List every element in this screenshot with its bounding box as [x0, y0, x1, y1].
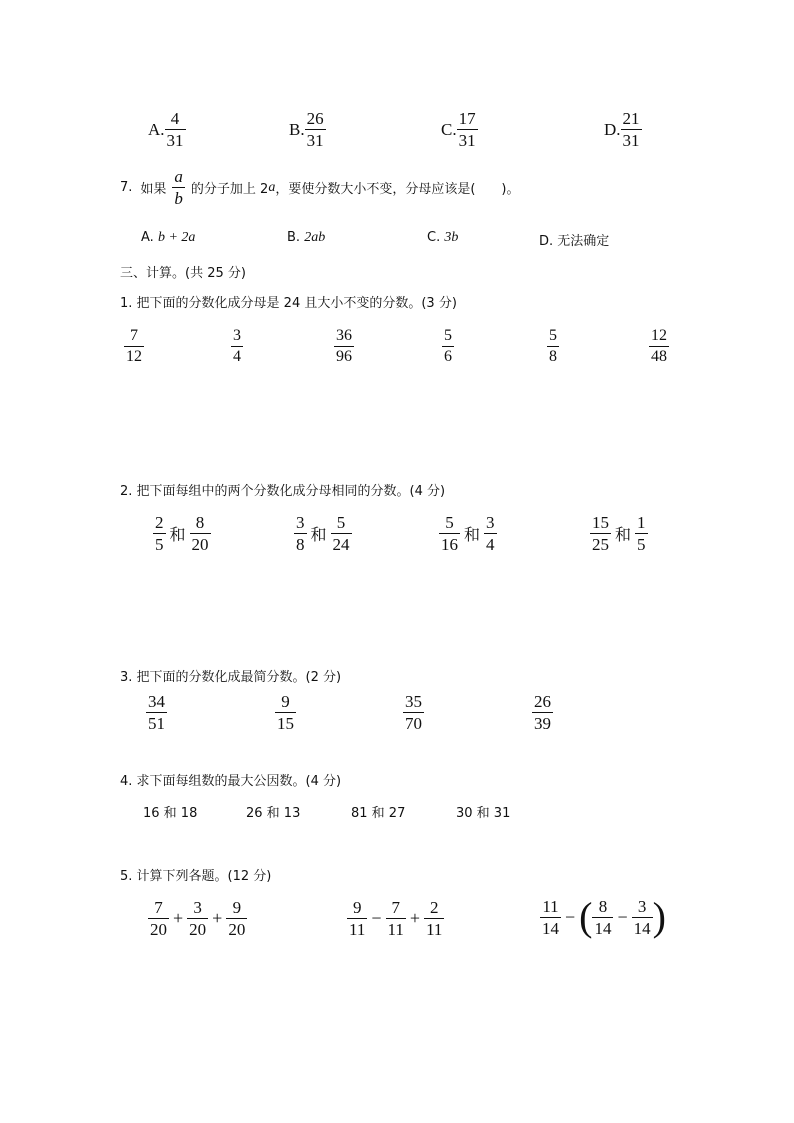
- option-label: A.: [148, 119, 165, 139]
- fraction: [305, 110, 326, 149]
- problem-2-title: 2. 把下面每组中的两个分数化成分母相同的分数。(4 分): [120, 484, 446, 499]
- numerator: 9: [352, 898, 362, 917]
- problem-1-title: 1. 把下面的分数化成分母是 24 且大小不变的分数。(3 分): [120, 296, 457, 311]
- fraction: [187, 899, 208, 938]
- denominator: 5: [637, 535, 646, 554]
- fraction-bar: [347, 918, 367, 919]
- fraction: [457, 110, 478, 149]
- connector-he: 和: [615, 525, 632, 544]
- option-label: D.: [604, 119, 621, 139]
- q7-prefix: 如果: [140, 182, 167, 197]
- numerator: 7: [154, 898, 163, 917]
- section-title: 三、计算。(共 25 分): [120, 266, 246, 281]
- denominator: 96: [336, 348, 352, 365]
- fraction: [621, 110, 642, 149]
- option-label: A.: [141, 230, 154, 245]
- denominator: 14: [633, 918, 651, 938]
- q7-middle: 的分子加上 2: [190, 182, 269, 197]
- gcd-item: 26 和 13: [246, 806, 301, 821]
- fraction: [226, 899, 247, 938]
- fraction: [484, 514, 497, 553]
- fraction-bar: [532, 712, 553, 713]
- gcd-item: 16 和 18: [143, 806, 198, 821]
- denominator: 5: [155, 535, 164, 554]
- fraction: [635, 514, 648, 553]
- fraction-bar: [334, 346, 354, 347]
- denominator: 31: [458, 131, 476, 150]
- q7-option-c: [427, 230, 458, 246]
- fraction-bar: [294, 533, 307, 534]
- option-text: 无法确定: [557, 234, 610, 249]
- minus-operator: −: [371, 908, 382, 928]
- numerator: 36: [336, 327, 352, 344]
- denominator: 51: [148, 714, 165, 733]
- fraction-bar: [187, 918, 208, 919]
- q7-option-b: [287, 230, 325, 246]
- numerator: 5: [444, 327, 452, 344]
- fraction-bar: [590, 533, 611, 534]
- denominator: 70: [405, 714, 422, 733]
- numerator: 26: [306, 109, 324, 128]
- fraction-bar: [424, 918, 444, 919]
- numerator: 35: [405, 692, 422, 711]
- denominator: 12: [126, 348, 142, 365]
- option-text: b + 2a: [157, 230, 196, 245]
- numerator: 3: [233, 327, 241, 344]
- q6-option-c: [441, 110, 478, 149]
- fraction: [347, 899, 367, 938]
- problem-5-title: 5. 计算下列各题。(12 分): [120, 869, 272, 884]
- denominator: 16: [441, 535, 458, 554]
- q6-option-d: [604, 110, 642, 149]
- fraction-bar: [275, 712, 296, 713]
- fraction-bar: [592, 917, 613, 918]
- connector-he: 和: [464, 525, 481, 544]
- numerator: 12: [651, 327, 667, 344]
- fraction: [632, 898, 653, 937]
- minus-operator: −: [617, 906, 628, 927]
- fraction-bar: [124, 346, 144, 347]
- gcd-item: 81 和 27: [351, 806, 406, 821]
- fraction: [590, 514, 611, 553]
- q7-var-a: a: [268, 179, 276, 195]
- numerator: 5: [445, 513, 454, 532]
- denominator: 11: [387, 920, 404, 939]
- denominator: 31: [166, 131, 184, 150]
- fraction-bar: [632, 917, 653, 918]
- denominator: 14: [594, 918, 612, 938]
- denominator: 39: [534, 714, 551, 733]
- numerator: 3: [486, 513, 495, 532]
- denominator: 6: [444, 348, 452, 365]
- q7-suffix: ，要使分数大小不变，分母应该是( )。: [275, 182, 520, 197]
- fraction-pair: [439, 514, 497, 553]
- numerator: 26: [534, 692, 551, 711]
- fraction-bar: [226, 918, 247, 919]
- denominator: 48: [651, 348, 667, 365]
- fraction: [592, 898, 613, 937]
- q6-option-b: [289, 110, 326, 149]
- fraction: [532, 693, 553, 732]
- fraction: [442, 328, 454, 365]
- gcd-item: 30 和 31: [456, 806, 511, 821]
- expression-3: [540, 894, 666, 939]
- numerator: 2: [430, 898, 439, 917]
- fraction: [386, 899, 406, 938]
- fraction-bar: [190, 533, 211, 534]
- fraction-bar: [442, 346, 454, 347]
- denominator: 24: [332, 535, 350, 554]
- numerator: 5: [549, 327, 557, 344]
- problem-3-title: 3. 把下面的分数化成最简分数。(2 分): [120, 670, 342, 685]
- fraction: [334, 328, 354, 365]
- numerator: 4: [170, 109, 180, 128]
- fraction-pair: [153, 514, 211, 553]
- fraction-bar: [547, 346, 559, 347]
- denominator: 25: [592, 535, 609, 554]
- numerator: 5: [336, 513, 346, 532]
- denominator: 14: [542, 918, 559, 938]
- numerator: a: [174, 167, 183, 186]
- numerator: 17: [458, 109, 476, 128]
- fraction: [148, 899, 169, 938]
- numerator: 9: [281, 692, 290, 711]
- denominator: 20: [191, 535, 209, 554]
- fraction-bar: [153, 533, 166, 534]
- fraction: [190, 514, 211, 553]
- fraction-pair: [590, 514, 648, 553]
- right-paren-icon: ): [652, 894, 666, 939]
- denominator: 31: [306, 131, 324, 150]
- numerator: 9: [232, 898, 242, 917]
- option-label: D.: [539, 234, 554, 249]
- fraction-bar: [146, 712, 167, 713]
- fraction-bar: [484, 533, 497, 534]
- numerator: 2: [155, 513, 164, 532]
- expression-1: [148, 899, 247, 938]
- fraction-bar: [231, 346, 243, 347]
- fraction: [294, 514, 307, 553]
- option-label: C.: [441, 119, 457, 139]
- denominator: 20: [189, 920, 207, 939]
- fraction: [231, 328, 243, 365]
- expression-2: [347, 899, 444, 938]
- fraction-bar: [305, 129, 326, 130]
- plus-operator: +: [409, 908, 421, 928]
- numerator: 8: [195, 513, 205, 532]
- problem-4-title: 4. 求下面每组数的最大公因数。(4 分): [120, 774, 342, 789]
- option-label: C.: [427, 230, 441, 245]
- fraction-pair: [294, 514, 352, 553]
- denominator: 8: [296, 535, 305, 554]
- fraction: [424, 899, 444, 938]
- option-text: 2ab: [304, 230, 326, 245]
- denominator: b: [174, 189, 183, 208]
- numerator: 3: [193, 898, 202, 917]
- fraction: [331, 514, 352, 553]
- plus-operator: +: [212, 908, 223, 928]
- denominator: 20: [150, 920, 167, 939]
- fraction: [275, 693, 296, 732]
- fraction-bar: [148, 918, 169, 919]
- fraction: [540, 898, 561, 937]
- numerator: 3: [296, 513, 305, 532]
- q7-option-d: [539, 230, 609, 249]
- fraction-bar: [386, 918, 406, 919]
- option-label: B.: [289, 119, 305, 139]
- fraction: [146, 693, 167, 732]
- denominator: 20: [228, 920, 246, 939]
- connector-he: 和: [310, 525, 327, 544]
- plus-operator: +: [173, 908, 184, 928]
- fraction-a-over-b: [172, 168, 185, 207]
- numerator: 8: [598, 896, 608, 916]
- fraction: [547, 328, 559, 365]
- denominator: 31: [622, 131, 640, 150]
- fraction-bar: [540, 917, 561, 918]
- numerator: 21: [622, 109, 640, 128]
- numerator: 11: [542, 896, 559, 916]
- fraction: [403, 693, 424, 732]
- numerator: 1: [637, 513, 646, 532]
- denominator: 15: [277, 714, 294, 733]
- numerator: 7: [130, 327, 138, 344]
- fraction-bar: [331, 533, 352, 534]
- q7-option-a: [141, 230, 195, 246]
- fraction-bar: [439, 533, 460, 534]
- denominator: 11: [349, 920, 366, 939]
- fraction-bar: [635, 533, 648, 534]
- fraction-bar: [457, 129, 478, 130]
- numerator: 34: [148, 692, 165, 711]
- numerator: 3: [637, 896, 647, 916]
- q6-option-a: [148, 110, 186, 149]
- left-paren-icon: (: [579, 894, 593, 939]
- option-text: 3b: [444, 230, 459, 245]
- denominator: 4: [486, 535, 495, 554]
- fraction-bar: [172, 187, 185, 188]
- fraction: [439, 514, 460, 553]
- connector-he: 和: [169, 525, 186, 544]
- denominator: 11: [426, 920, 443, 939]
- numerator: 15: [592, 513, 609, 532]
- fraction: [649, 328, 669, 365]
- minus-operator: −: [565, 906, 576, 927]
- fraction: [153, 514, 166, 553]
- question-number: 7.: [120, 180, 133, 195]
- denominator: 8: [549, 348, 557, 365]
- fraction-bar: [649, 346, 669, 347]
- fraction: [124, 328, 144, 365]
- fraction-bar: [621, 129, 642, 130]
- fraction-bar: [165, 129, 186, 130]
- q7-stem: [120, 168, 519, 207]
- denominator: 4: [233, 348, 241, 365]
- option-label: B.: [287, 230, 301, 245]
- fraction: [165, 110, 186, 149]
- numerator: 7: [391, 898, 400, 917]
- fraction-bar: [403, 712, 424, 713]
